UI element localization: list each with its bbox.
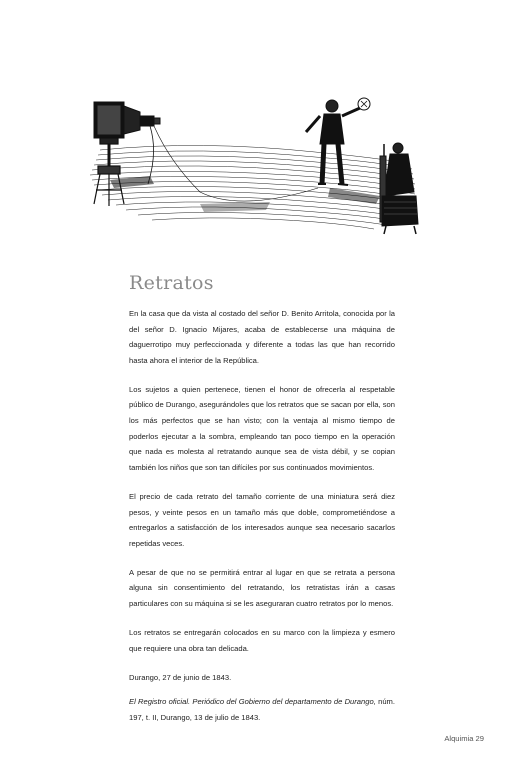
paragraph: A pesar de que no se permitirá entrar al lugar en que se retrata a persona alguna sin consentimiento del retratando, los retratistas irán a casas particulares con su máquina si se les aseguraran cuatro retratos por lo menos. xyxy=(129,567,395,608)
source-citation xyxy=(129,694,395,725)
seated-woman-figure xyxy=(380,143,418,234)
article-title: Retratos xyxy=(129,272,214,294)
citation-details: núm. 197, t. II, Durango, 13 de julio de 1843. xyxy=(129,697,395,722)
daguerreotype-engraving xyxy=(80,92,425,242)
floor-hatching xyxy=(90,145,415,229)
paragraph-dateline: Durango, 27 de junio de 1843. xyxy=(129,672,232,682)
paragraph: En la casa que da vista al costado del señor D. Benito Arritola, conocida por la del señor D. Ignacio Mijares, acaba de establecerse una máquina de daguerrotipo muy perfeccionada y diferente a todas las que han recorrido hasta ahora el interior de la República. xyxy=(129,309,395,365)
paragraph: Los sujetos a quien pertenece, tienen el honor de ofrecerla al respetable público de Durango, asegurándoles que los retratos que se sacan por ella, son los más perfectos que se han visto; con la ventaja al mismo tiempo de poderlos ejecutar a la sombra, empleando tan poco tiempo en la operación que nada es molesta al retratando aunque sea de vista débil, y se copian también los niños que son tan difíciles por sus continuados movimientos. xyxy=(129,384,395,472)
paragraph: Los retratos se entregarán colocados en su marco con la limpieza y esmero que requiere una obra tan delicada. xyxy=(129,628,395,653)
paragraph: El precio de cada retrato del tamaño corriente de una miniatura será diez pesos, y veinte pesos en un tamaño más que doble, comprometiéndose a entregarlos a satisfacción de los interesados aunque sea necesario sacarlos repetidas veces. xyxy=(129,491,395,548)
citation-source-title: El Registro oficial. Periódico del Gobierno del departamento de Durango, xyxy=(129,697,376,707)
page-footer-label: Alquimia 29 xyxy=(444,734,484,743)
article-body xyxy=(129,306,395,739)
